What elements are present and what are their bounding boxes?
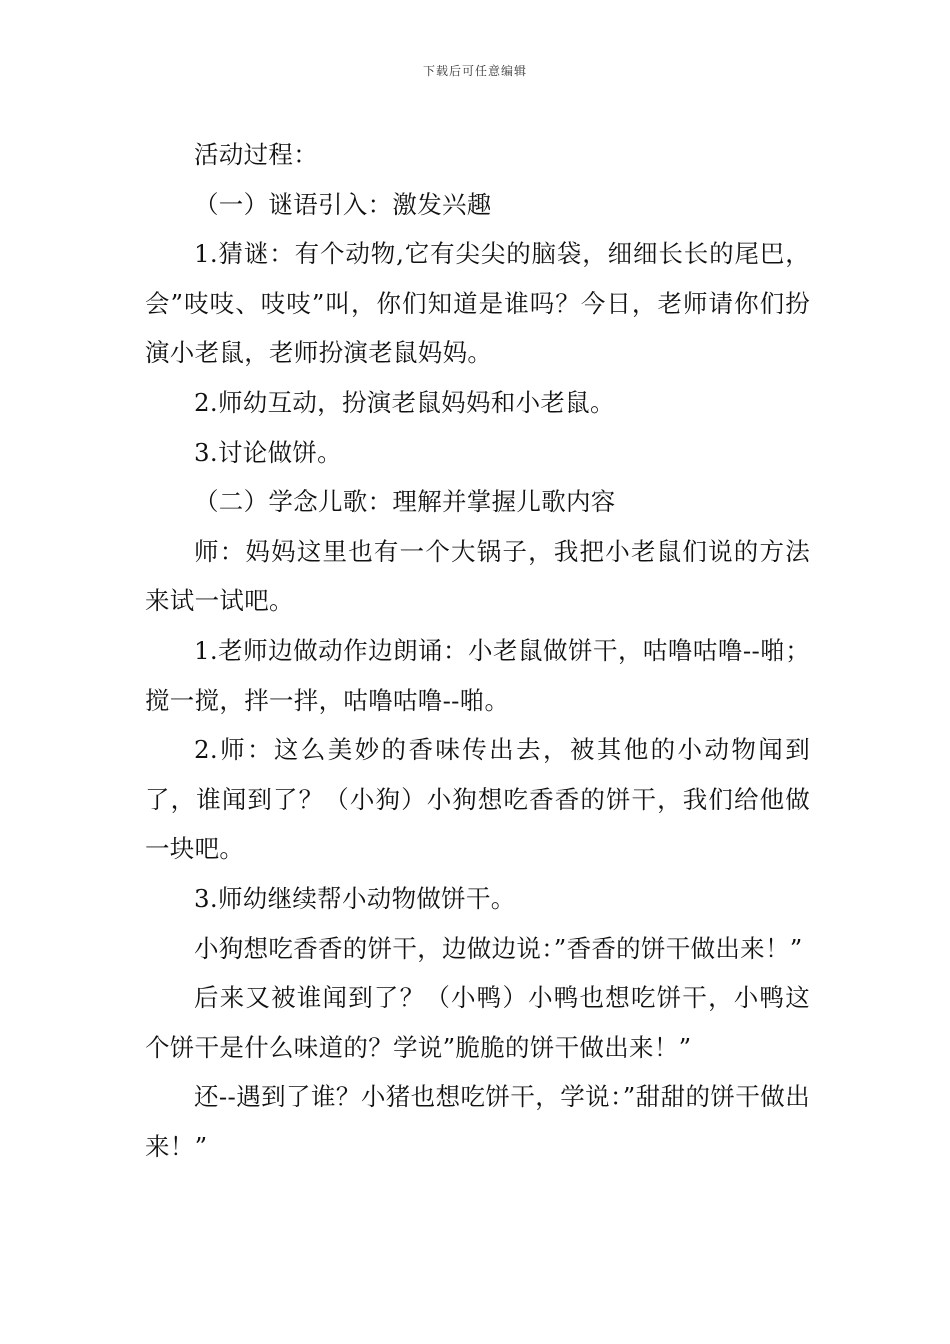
paragraph-aroma: 2.师：这么美妙的香味传出去，被其他的小动物闻到了，谁闻到了？（小狗）小狗想吃香香的饼干，我们给他做一块吧。 [145,735,810,864]
paragraph-puppy: 小狗想吃香香的饼干，边做边说：”香香的饼干做出来！” [194,933,803,963]
section-heading-activity-process: 活动过程： [194,140,318,169]
paragraph-continue: 3.师幼继续帮小动物做饼干。 [194,883,516,913]
page-header: 下载后可任意编辑 [422,64,527,78]
paragraph-discussion: 3.讨论做饼。 [194,437,342,467]
paragraph-duck: 后来又被谁闻到了？（小鸭）小鸭也想吃饼干，小鸭这个饼干是什么味道的？学说”脆脆的饼干做出来！” [145,983,810,1062]
document-body [145,130,810,1171]
subsection-heading-nursery-rhyme: （二）学念儿歌：理解并掌握儿歌内容 [194,487,616,517]
paragraph-teacher-pot: 师：妈妈这里也有一个大锅子，我把小老鼠们说的方法来试一试吧。 [145,536,810,616]
paragraph-interaction: 2.师幼互动，扮演老鼠妈妈和小老鼠。 [194,387,615,417]
paragraph-pig: 还--遇到了谁？小猪也想吃饼干，学说：”甜甜的饼干做出来！” [145,1082,810,1161]
subsection-heading-riddle: （一）谜语引入：激发兴趣 [194,189,492,219]
paragraph-riddle-guess: 1.猜谜：有个动物,它有尖尖的脑袋，细细长长的尾巴，会”吱吱、吱吱”叫，你们知道是谁吗？今日，老师请你们扮演小老鼠，老师扮演老鼠妈妈。 [145,239,810,368]
paragraph-recite: 1.老师边做动作边朗诵：小老鼠做饼干，咕噜咕噜--啪；搅一搅，拌一拌，咕噜咕噜--啪。 [145,635,810,715]
